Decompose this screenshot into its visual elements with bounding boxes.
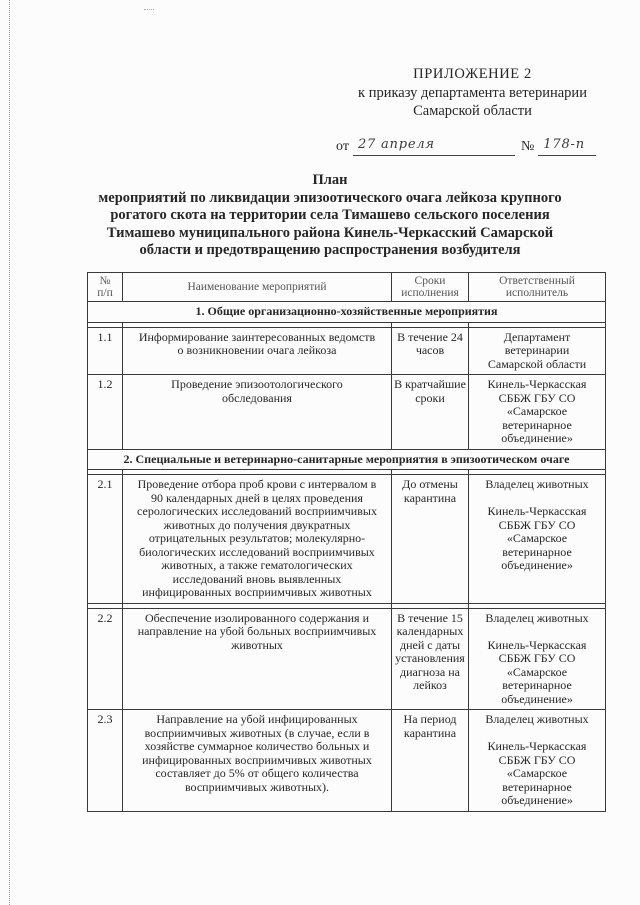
table-row xyxy=(88,475,606,604)
document-title xyxy=(95,172,565,260)
responsible-organization: Кинель-Черкасская СББЖ ГБУ СО «Самарское ветеринарное объединение» xyxy=(487,739,587,807)
row-deadline: В течение 15 календарных дней с даты установления диагноза на лейкоз xyxy=(392,608,469,710)
row-number: 1.1 xyxy=(88,327,123,375)
row-deadline: До отмены карантина xyxy=(392,475,469,604)
row-action: Проведение эпизоотологического обследования xyxy=(123,375,392,450)
row-action: Направление на убой инфицированных восприимчивых животных (в случае, если в хозяйстве суммарное количество больных и инфицированных восприимчивых животных составляет до 5% от общего количества восприимчивых животных). xyxy=(123,710,392,812)
appendix-order-line: к приказу департамента ветеринарии xyxy=(358,84,587,101)
responsible-owner: Владелец животных xyxy=(485,712,589,726)
date-blank-line xyxy=(353,137,515,156)
number-label: № xyxy=(520,139,535,154)
handwritten-date: 27 апреля xyxy=(357,137,435,152)
title-line: области и предотвращению распространения возбудителя xyxy=(139,242,521,258)
row-action: Проведение отбора проб крови с интервалом в 90 календарных дней в целях проведения серологических исследований восприимчивых животных до получения двукратных отрицательных результатов; молекулярно- биологических исследований восприимчивых животных, а также гематологических исследований вновь выявленных инфицированных восприимчивых животных xyxy=(123,475,392,604)
row-responsible: Департамент ветеринарии Самарской области xyxy=(469,327,606,375)
row-number: 1.2 xyxy=(88,375,123,450)
section-row xyxy=(88,302,606,323)
column-header-responsible: Ответственный исполнитель xyxy=(469,273,606,302)
table-row xyxy=(88,327,606,375)
row-deadline: В течение 24 часов xyxy=(392,327,469,375)
scan-edge-artifact xyxy=(9,0,10,905)
row-number: 2.1 xyxy=(88,475,123,604)
row-deadline: На период карантина xyxy=(392,710,469,812)
column-header-action: Наименование мероприятий xyxy=(123,273,392,302)
row-responsible: Кинель-Черкасская СББЖ ГБУ СО «Самарское ветеринарное объединение» xyxy=(469,375,606,450)
table-row xyxy=(88,710,606,812)
title-line: рогатого скота на территории села Тимашево сельского поселения xyxy=(110,207,550,223)
table-header-row xyxy=(88,273,606,302)
appendix-block xyxy=(345,65,600,121)
plan-table xyxy=(87,272,606,812)
row-deadline: В кратчайшие сроки xyxy=(392,375,469,450)
row-number: 2.3 xyxy=(88,710,123,812)
title-heading: План xyxy=(312,172,348,188)
from-label: от xyxy=(336,139,349,154)
row-responsible xyxy=(469,475,606,604)
row-responsible xyxy=(469,710,606,812)
row-action: Обеспечение изолированного содержания и направление на убой больных восприимчивых животных xyxy=(123,608,392,710)
row-responsible xyxy=(469,608,606,710)
number-blank-line xyxy=(538,137,596,156)
table-row xyxy=(88,608,606,710)
plan-table-body xyxy=(88,273,606,812)
title-line: Тимашево муниципального района Кинель-Черкасский Самарской xyxy=(106,224,554,241)
row-number: 2.2 xyxy=(88,608,123,710)
responsible-owner: Владелец животных xyxy=(485,477,589,491)
section-row xyxy=(88,449,606,470)
order-date-line xyxy=(336,137,596,156)
scan-speck-artifact xyxy=(144,9,154,10)
table-row xyxy=(88,375,606,450)
appendix-title: ПРИЛОЖЕНИЕ 2 xyxy=(413,66,532,82)
section-title: 1. Общие организационно-хозяйственные мероприятия xyxy=(88,302,606,323)
handwritten-number: 178-п xyxy=(543,137,585,152)
responsible-organization: Кинель-Черкасская СББЖ ГБУ СО «Самарское ветеринарное объединение» xyxy=(487,504,587,572)
responsible-organization: Кинель-Черкасская СББЖ ГБУ СО «Самарское ветеринарное объединение» xyxy=(487,637,587,706)
row-action: Информирование заинтересованных ведомств о возникновении очага лейкоза xyxy=(123,327,392,375)
appendix-region-line: Самарской области xyxy=(413,103,532,119)
column-header-deadline: Сроки исполнения xyxy=(392,273,469,302)
responsible-owner: Владелец животных xyxy=(485,610,589,625)
title-line: мероприятий по ликвидации эпизоотического очага лейкоза крупного xyxy=(98,189,562,206)
column-header-number: № п/п xyxy=(88,273,123,302)
section-title: 2. Специальные и ветеринарно-санитарные мероприятия в эпизоотическом очаге xyxy=(88,449,606,470)
